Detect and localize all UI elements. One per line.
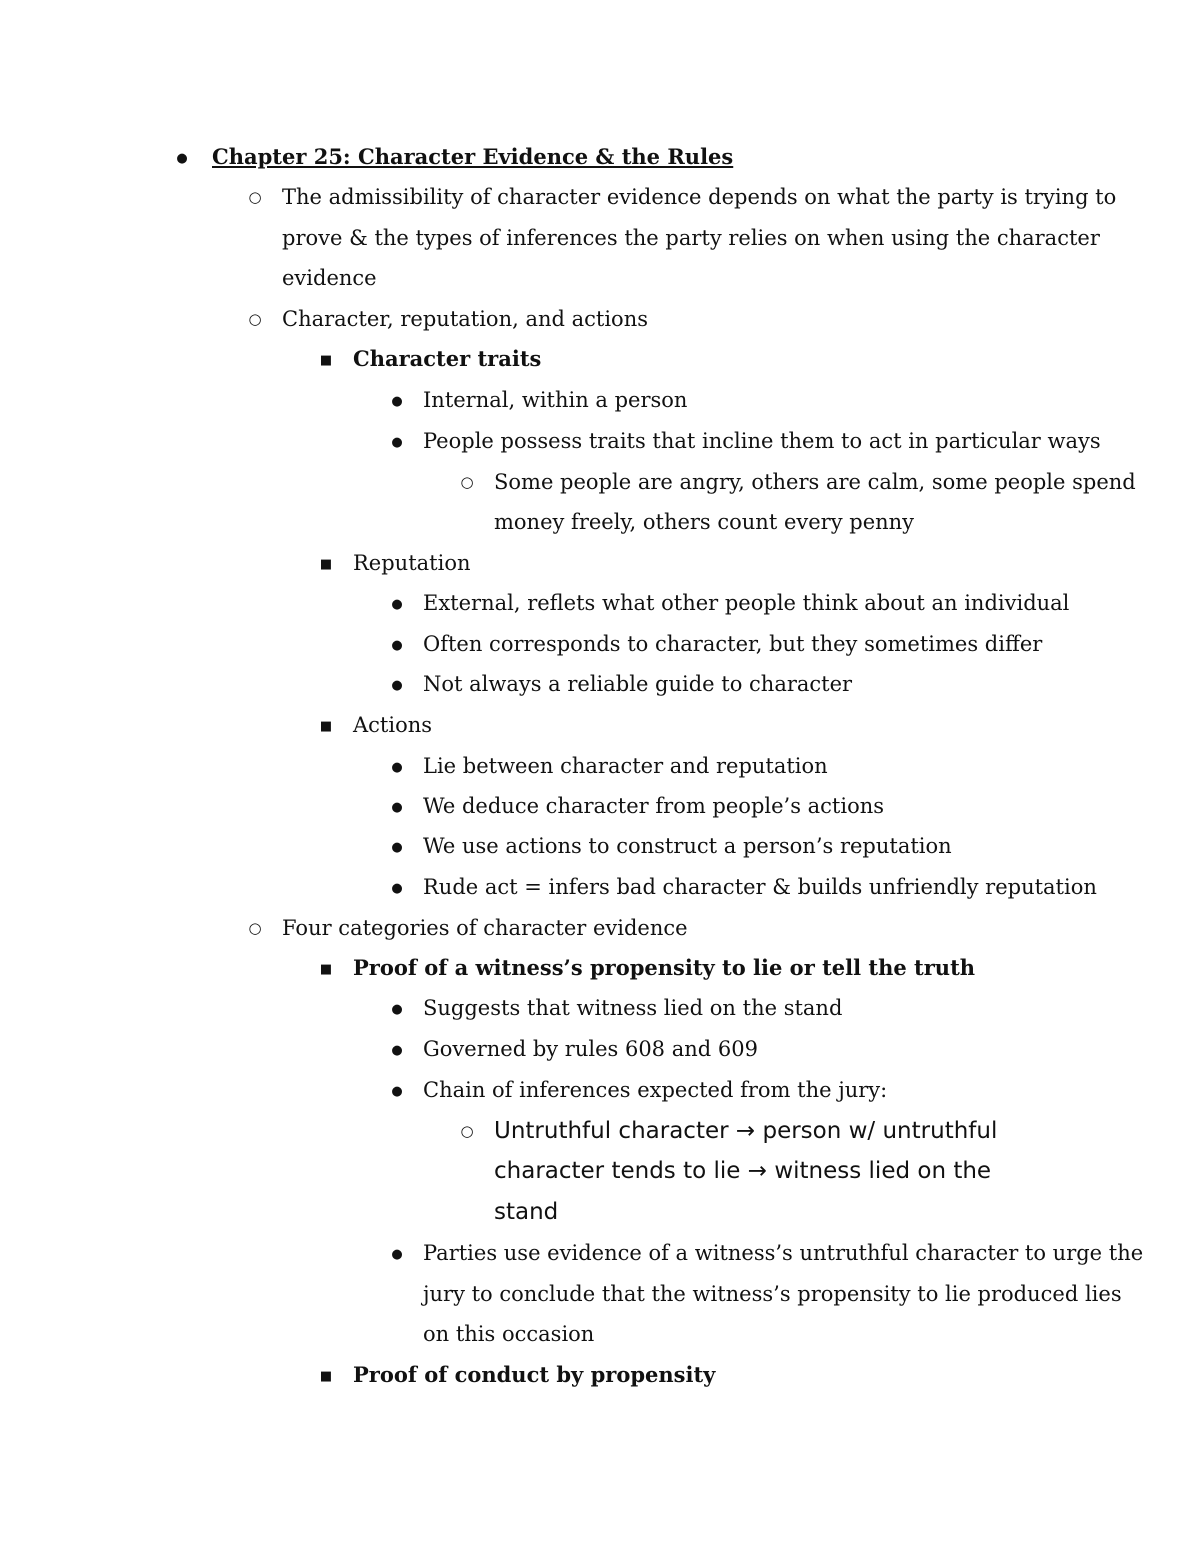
list-item: External, reflets what other people think about an individual [423, 591, 1070, 615]
list-item: Governed by rules 608 and 609 [423, 1037, 758, 1061]
inference-chain: character tends to lie → witness lied on the [494, 1158, 992, 1184]
list-item: jury to conclude that the witness’s propensity to lie produced lies [423, 1282, 1122, 1306]
chapter-heading: Chapter 25: Character Evidence & the Rules [212, 144, 734, 169]
intro-line: evidence [282, 266, 377, 290]
disc-bullet-icon [387, 624, 407, 666]
disc-bullet-icon [387, 746, 407, 788]
circle-bullet-icon [457, 1111, 477, 1151]
disc-bullet-icon [387, 786, 407, 828]
intro-line: prove & the types of inferences the party relies on when using the character [282, 226, 1100, 250]
disc-bullet-icon [387, 1070, 407, 1112]
square-bullet-icon [316, 705, 336, 747]
reputation-title: Reputation [353, 551, 471, 575]
conduct-title: Proof of conduct by propensity [353, 1362, 716, 1387]
disc-bullet-icon [387, 421, 407, 463]
circle-bullet-icon [245, 177, 265, 217]
inference-chain: stand [494, 1199, 559, 1225]
list-item: We use actions to construct a person’s reputation [423, 834, 952, 858]
actions-title: Actions [353, 713, 433, 737]
inference-chain: Untruthful character → person w/ untruthful [494, 1118, 998, 1144]
disc-bullet-icon [387, 1029, 407, 1071]
list-item: Parties use evidence of a witness’s untruthful character to urge the [423, 1241, 1144, 1265]
disc-bullet-icon [387, 867, 407, 909]
list-item: Suggests that witness lied on the stand [423, 996, 843, 1020]
disc-bullet-icon [387, 380, 407, 422]
disc-bullet-icon [387, 664, 407, 706]
section1-title: Character, reputation, and actions [282, 307, 648, 331]
square-bullet-icon [316, 1355, 336, 1397]
list-item: money freely, others count every penny [494, 510, 915, 534]
disc-bullet-icon [172, 137, 192, 179]
list-item: We deduce character from people’s actions [423, 794, 885, 818]
list-item: Rude act = infers bad character & builds unfriendly reputation [423, 875, 1097, 899]
square-bullet-icon [316, 543, 336, 585]
circle-bullet-icon [245, 299, 265, 339]
circle-bullet-icon [245, 908, 265, 948]
list-item: Often corresponds to character, but they sometimes differ [423, 632, 1043, 656]
propensity-truth-title: Proof of a witness’s propensity to lie or tell the truth [353, 955, 976, 980]
intro-line: The admissibility of character evidence depends on what the party is trying to [282, 185, 1117, 209]
disc-bullet-icon [387, 988, 407, 1030]
section2-title: Four categories of character evidence [282, 916, 688, 940]
list-item: Chain of inferences expected from the jury: [423, 1078, 888, 1102]
list-item: Internal, within a person [423, 388, 688, 412]
square-bullet-icon [316, 948, 336, 990]
circle-bullet-icon [457, 462, 477, 502]
list-item: on this occasion [423, 1322, 595, 1346]
list-item: Some people are angry, others are calm, some people spend [494, 470, 1136, 494]
disc-bullet-icon [387, 826, 407, 868]
traits-title: Character traits [353, 346, 542, 371]
list-item: Not always a reliable guide to character [423, 672, 853, 696]
list-item: Lie between character and reputation [423, 754, 828, 778]
disc-bullet-icon [387, 1233, 407, 1275]
square-bullet-icon [316, 339, 336, 381]
disc-bullet-icon [387, 583, 407, 625]
list-item: People possess traits that incline them to act in particular ways [423, 429, 1101, 453]
